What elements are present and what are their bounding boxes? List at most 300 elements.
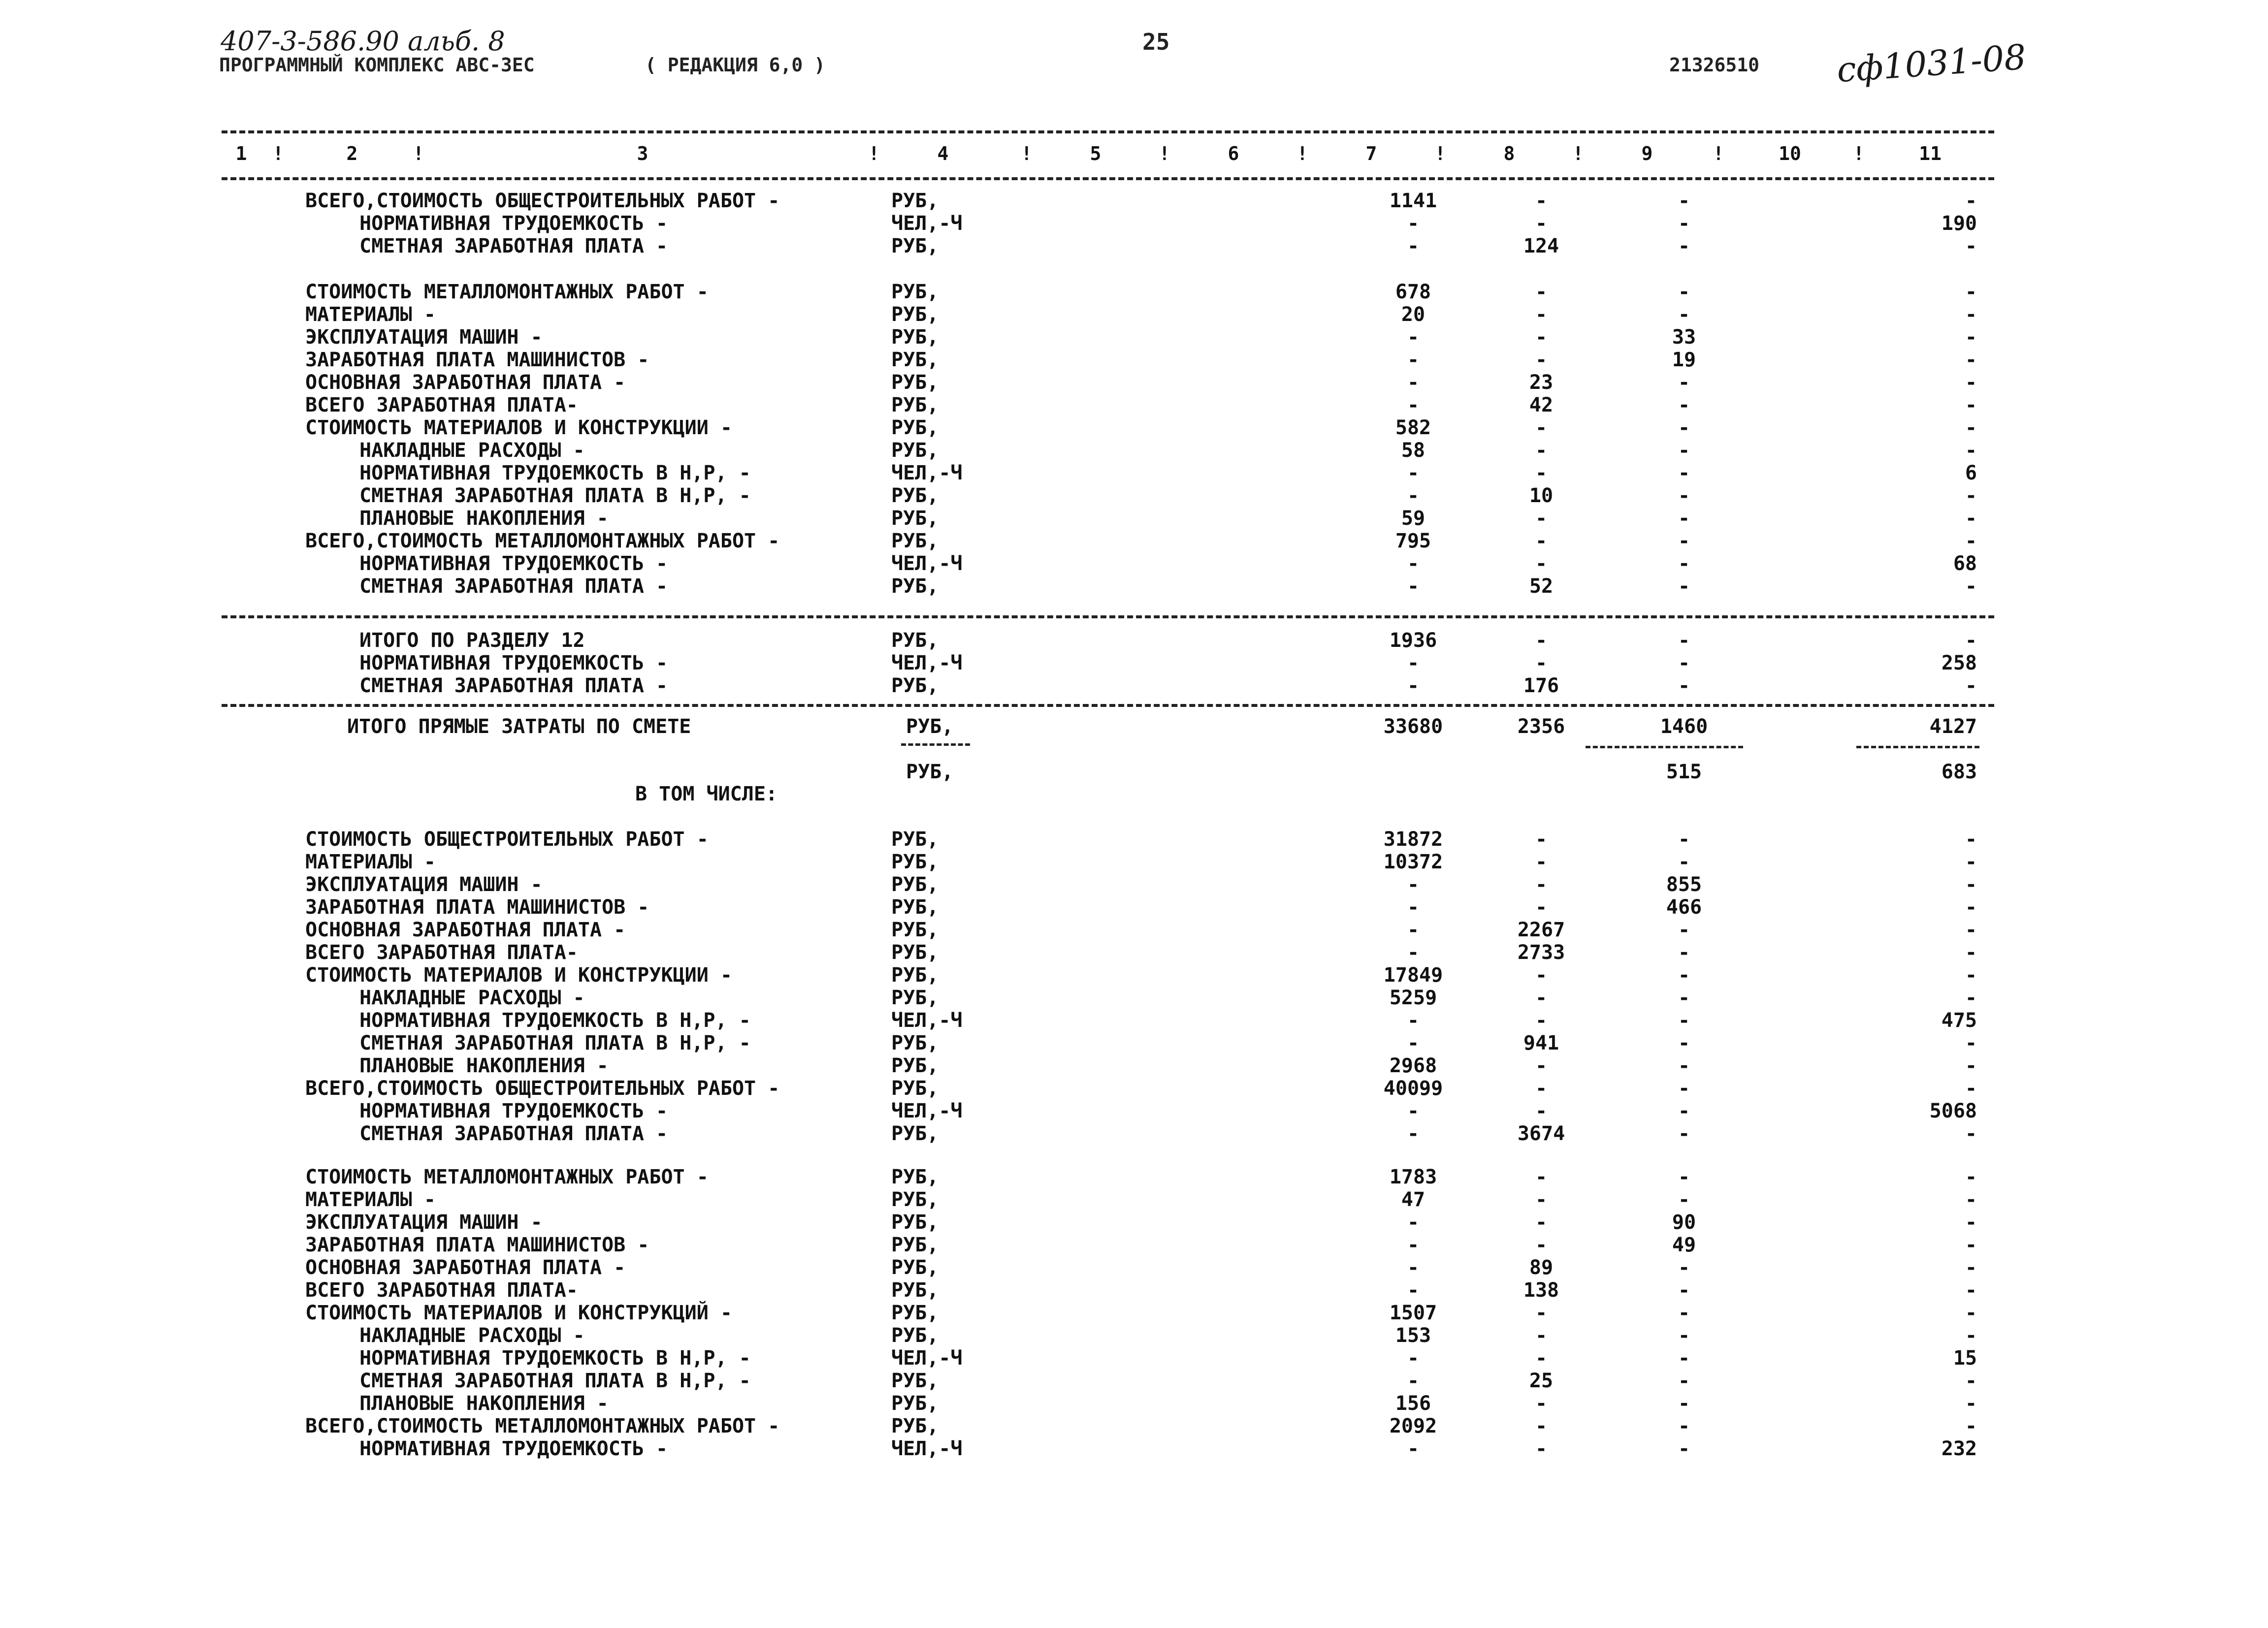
cell-col9: -	[1678, 1122, 1690, 1145]
row-label: НОРМАТИВНАЯ ТРУДОЕМКОСТЬ -	[359, 552, 668, 575]
cell-col9: -	[1678, 919, 1690, 941]
cell-col11: -	[1965, 828, 1977, 851]
row-unit: РУБ,	[891, 1166, 939, 1188]
row-unit: РУБ,	[891, 1302, 939, 1324]
cell-col7: -	[1407, 552, 1420, 575]
column-number-6: 6	[1228, 143, 1239, 164]
cell-col9: -	[1678, 1054, 1690, 1077]
row-unit: РУБ,	[891, 1234, 939, 1256]
unit-underline	[901, 743, 970, 746]
cell-col7: -	[1407, 1279, 1420, 1302]
cell-col7: -	[1407, 235, 1420, 257]
cell-col9: -	[1678, 1009, 1690, 1032]
cell-col8: -	[1535, 1415, 1548, 1437]
row-unit: ЧЕЛ,-Ч	[891, 1100, 963, 1122]
table-row	[0, 674, 2268, 697]
cell-col8: 124	[1523, 235, 1559, 257]
column-number-4: 4	[937, 143, 949, 164]
document-code: 21326510	[1669, 54, 1760, 76]
col11-underline	[1856, 746, 1979, 748]
cell-col7: -	[1407, 326, 1420, 349]
column-separator: !	[1021, 143, 1033, 164]
row-label: НОРМАТИВНАЯ ТРУДОЕМКОСТЬ В Н,Р, -	[359, 1009, 751, 1032]
row-label: ЗАРАБОТНАЯ ПЛАТА МАШИНИСТОВ -	[305, 349, 649, 371]
cell-col7: 1936	[1389, 629, 1437, 652]
row-label: ВСЕГО,СТОИМОСТЬ ОБЩЕСТРОИТЕЛЬНЫХ РАБОТ -	[305, 1077, 780, 1100]
cell-col11: -	[1965, 1166, 1977, 1188]
cell-col11: -	[1965, 1302, 1977, 1324]
cell-col7: 678	[1395, 281, 1431, 303]
row-unit: РУБ,	[891, 828, 939, 851]
row-unit: РУБ,	[891, 281, 939, 303]
cell-col8: 941	[1523, 1032, 1559, 1054]
row-label: СМЕТНАЯ ЗАРАБОТНАЯ ПЛАТА -	[359, 1122, 668, 1145]
cell-col7: 47	[1401, 1188, 1426, 1211]
cell-col7: 1783	[1389, 1166, 1437, 1188]
table-row	[0, 326, 2268, 349]
column-number-3: 3	[637, 143, 648, 164]
row-label: ЗАРАБОТНАЯ ПЛАТА МАШИНИСТОВ -	[305, 896, 649, 919]
direct-costs-col11: 4127	[1929, 715, 1977, 738]
table-row	[0, 190, 2268, 212]
row-label: ЗАРАБОТНАЯ ПЛАТА МАШИНИСТОВ -	[305, 1234, 649, 1256]
cell-col11: -	[1965, 1054, 1977, 1077]
cell-col8: 42	[1529, 394, 1554, 416]
cell-col8: -	[1535, 1234, 1548, 1256]
cell-col7: 2968	[1389, 1054, 1437, 1077]
direct-costs-unit: РУБ,	[906, 715, 954, 738]
cell-col9: 49	[1672, 1234, 1696, 1256]
cell-col9: -	[1678, 1437, 1690, 1460]
cell-col9: -	[1678, 1370, 1690, 1392]
table-row	[0, 552, 2268, 575]
row-label: НАКЛАДНЫЕ РАСХОДЫ -	[359, 1324, 585, 1347]
table-row	[0, 462, 2268, 484]
table-row	[0, 1234, 2268, 1256]
column-number-10: 10	[1779, 143, 1801, 164]
cell-col9: -	[1678, 1324, 1690, 1347]
cell-col8: 25	[1529, 1370, 1554, 1392]
handwritten-reference: 407-3-586.90 альб. 8	[221, 26, 505, 57]
cell-col11: 475	[1941, 1009, 1977, 1032]
cell-col7: -	[1407, 941, 1420, 964]
cell-col8: 2733	[1517, 941, 1565, 964]
table-row	[0, 1032, 2268, 1054]
table-row	[0, 507, 2268, 530]
row-label: ЭКСПЛУАТАЦИЯ МАШИН -	[305, 1211, 543, 1234]
row-unit: РУБ,	[891, 1392, 939, 1415]
cell-col7: -	[1407, 1370, 1420, 1392]
table-row	[0, 349, 2268, 371]
cell-col7: -	[1407, 674, 1420, 697]
table-row	[0, 439, 2268, 462]
cell-col9: -	[1678, 828, 1690, 851]
cell-col11: -	[1965, 987, 1977, 1009]
row-label: ВСЕГО ЗАРАБОТНАЯ ПЛАТА-	[305, 394, 578, 416]
row-unit: РУБ,	[891, 851, 939, 873]
row-unit: РУБ,	[891, 235, 939, 257]
cell-col7: -	[1407, 896, 1420, 919]
cell-col11: -	[1965, 575, 1977, 598]
cell-col11: -	[1965, 1211, 1977, 1234]
row-label: МАТЕРИАЛЫ -	[305, 1188, 436, 1211]
cell-col11: -	[1965, 1032, 1977, 1054]
column-number-8: 8	[1503, 143, 1515, 164]
table-row	[0, 530, 2268, 552]
cell-col8: -	[1535, 851, 1548, 873]
cell-col9: -	[1678, 674, 1690, 697]
cell-col9: -	[1678, 416, 1690, 439]
row-label: СМЕТНАЯ ЗАРАБОТНАЯ ПЛАТА В Н,Р, -	[359, 1032, 751, 1054]
cell-col7: -	[1407, 575, 1420, 598]
table-row	[0, 1437, 2268, 1460]
direct-costs-label: ИТОГО ПРЯМЫЕ ЗАТРАТЫ ПО СМЕТЕ	[347, 715, 691, 738]
cell-col9: -	[1678, 439, 1690, 462]
direct-costs-sub-col11: 683	[1941, 761, 1977, 783]
table-row	[0, 1211, 2268, 1234]
table-row	[0, 1347, 2268, 1370]
cell-col11: -	[1965, 896, 1977, 919]
column-separator: !	[1853, 143, 1865, 164]
row-unit: РУБ,	[891, 439, 939, 462]
cell-col8: -	[1535, 1324, 1548, 1347]
cell-col8: -	[1535, 873, 1548, 896]
row-label: СТОИМОСТЬ ОБЩЕСТРОИТЕЛЬНЫХ РАБОТ -	[305, 828, 709, 851]
cell-col11: -	[1965, 1077, 1977, 1100]
cell-col7: -	[1407, 212, 1420, 235]
cell-col9: -	[1678, 462, 1690, 484]
cell-col11: -	[1965, 439, 1977, 462]
cell-col11: -	[1965, 1188, 1977, 1211]
row-label: НАКЛАДНЫЕ РАСХОДЫ -	[359, 439, 585, 462]
cell-col9: -	[1678, 235, 1690, 257]
cell-col8: -	[1535, 896, 1548, 919]
cell-col9: -	[1678, 1077, 1690, 1100]
cell-col11: -	[1965, 1392, 1977, 1415]
cell-col11: -	[1965, 484, 1977, 507]
row-unit: РУБ,	[891, 1188, 939, 1211]
row-label: СМЕТНАЯ ЗАРАБОТНАЯ ПЛАТА -	[359, 575, 668, 598]
column-separator: !	[272, 143, 284, 164]
cell-col8: -	[1535, 1437, 1548, 1460]
row-label: ОСНОВНАЯ ЗАРАБОТНАЯ ПЛАТА -	[305, 1256, 626, 1279]
cell-col8: -	[1535, 281, 1548, 303]
row-unit: РУБ,	[891, 394, 939, 416]
cell-col9: -	[1678, 552, 1690, 575]
column-number-1: 1	[235, 143, 247, 164]
row-unit: РУБ,	[891, 1415, 939, 1437]
row-unit: ЧЕЛ,-Ч	[891, 1347, 963, 1370]
cell-col7: -	[1407, 462, 1420, 484]
cell-col11: -	[1965, 1279, 1977, 1302]
cell-col9: -	[1678, 1032, 1690, 1054]
row-label: НОРМАТИВНАЯ ТРУДОЕМКОСТЬ -	[359, 1100, 668, 1122]
row-label: ОСНОВНАЯ ЗАРАБОТНАЯ ПЛАТА -	[305, 371, 626, 394]
table-row	[0, 1324, 2268, 1347]
column-separator: !	[1434, 143, 1446, 164]
row-label: НАКЛАДНЫЕ РАСХОДЫ -	[359, 987, 585, 1009]
cell-col7: 5259	[1389, 987, 1437, 1009]
row-unit: РУБ,	[891, 919, 939, 941]
table-row	[0, 416, 2268, 439]
cell-col8: 52	[1529, 575, 1554, 598]
cell-col7: -	[1407, 1009, 1420, 1032]
row-unit: РУБ,	[891, 873, 939, 896]
row-label: СМЕТНАЯ ЗАРАБОТНАЯ ПЛАТА -	[359, 235, 668, 257]
cell-col9: -	[1678, 1256, 1690, 1279]
cell-col9: -	[1678, 484, 1690, 507]
table-row	[0, 1122, 2268, 1145]
table-row	[0, 394, 2268, 416]
cell-col11: -	[1965, 674, 1977, 697]
table-row	[0, 1279, 2268, 1302]
cell-col9: -	[1678, 371, 1690, 394]
row-unit: РУБ,	[891, 1370, 939, 1392]
cell-col9: 855	[1666, 873, 1702, 896]
row-label: ЭКСПЛУАТАЦИЯ МАШИН -	[305, 326, 543, 349]
row-label: ИТОГО ПО РАЗДЕЛУ 12	[359, 629, 585, 652]
row-unit: РУБ,	[891, 629, 939, 652]
row-label: СТОИМОСТЬ МАТЕРИАЛОВ И КОНСТРУКЦИИ -	[305, 964, 732, 987]
cell-col9: -	[1678, 987, 1690, 1009]
cell-col8: 2267	[1517, 919, 1565, 941]
row-unit: РУБ,	[891, 964, 939, 987]
cell-col7: -	[1407, 1347, 1420, 1370]
cell-col11: -	[1965, 190, 1977, 212]
cell-col8: -	[1535, 212, 1548, 235]
cell-col7: -	[1407, 394, 1420, 416]
table-row	[0, 303, 2268, 326]
cell-col7: 582	[1395, 416, 1431, 439]
direct-costs-rule	[222, 704, 1994, 707]
row-label: ПЛАНОВЫЕ НАКОПЛЕНИЯ -	[359, 1392, 609, 1415]
cell-col9: -	[1678, 190, 1690, 212]
cell-col8: 138	[1523, 1279, 1559, 1302]
cell-col9: -	[1678, 575, 1690, 598]
cell-col11: -	[1965, 919, 1977, 941]
col9-underline	[1586, 746, 1743, 748]
cell-col8: -	[1535, 349, 1548, 371]
cell-col11: -	[1965, 235, 1977, 257]
cell-col11: -	[1965, 964, 1977, 987]
cell-col7: -	[1407, 1032, 1420, 1054]
cell-col7: -	[1407, 349, 1420, 371]
cell-col8: -	[1535, 1347, 1548, 1370]
direct-costs-subunit: РУБ,	[906, 761, 954, 783]
cell-col7: -	[1407, 1234, 1420, 1256]
table-row	[0, 281, 2268, 303]
cell-col8: -	[1535, 507, 1548, 530]
cell-col9: -	[1678, 1100, 1690, 1122]
row-unit: РУБ,	[891, 349, 939, 371]
row-label: НОРМАТИВНАЯ ТРУДОЕМКОСТЬ В Н,Р, -	[359, 1347, 751, 1370]
cell-col9: 33	[1672, 326, 1696, 349]
cell-col8: -	[1535, 552, 1548, 575]
header-bottom-rule	[222, 177, 1994, 180]
row-unit: РУБ,	[891, 507, 939, 530]
direct-costs-col8: 2356	[1517, 715, 1565, 738]
cell-col8: -	[1535, 1100, 1548, 1122]
cell-col8: -	[1535, 1392, 1548, 1415]
cell-col11: 5068	[1929, 1100, 1977, 1122]
cell-col7: 10372	[1383, 851, 1443, 873]
cell-col8: -	[1535, 1054, 1548, 1077]
table-row	[0, 1100, 2268, 1122]
table-row	[0, 652, 2268, 674]
table-row	[0, 1166, 2268, 1188]
cell-col7: -	[1407, 1211, 1420, 1234]
cell-col9: -	[1678, 964, 1690, 987]
row-unit: РУБ,	[891, 674, 939, 697]
row-unit: РУБ,	[891, 1256, 939, 1279]
table-row	[0, 851, 2268, 873]
cell-col11: -	[1965, 303, 1977, 326]
cell-col11: -	[1965, 530, 1977, 552]
row-label: СМЕТНАЯ ЗАРАБОТНАЯ ПЛАТА -	[359, 674, 668, 697]
row-label: НОРМАТИВНАЯ ТРУДОЕМКОСТЬ -	[359, 652, 668, 674]
table-row	[0, 1392, 2268, 1415]
cell-col11: -	[1965, 1370, 1977, 1392]
row-label: МАТЕРИАЛЫ -	[305, 303, 436, 326]
cell-col8: -	[1535, 1009, 1548, 1032]
cell-col8: -	[1535, 416, 1548, 439]
cell-col8: -	[1535, 1302, 1548, 1324]
page-number: 25	[1142, 29, 1170, 55]
cell-col7: 40099	[1383, 1077, 1443, 1100]
row-label: ВСЕГО,СТОИМОСТЬ ОБЩЕСТРОИТЕЛЬНЫХ РАБОТ -	[305, 190, 780, 212]
row-unit: РУБ,	[891, 1077, 939, 1100]
row-unit: ЧЕЛ,-Ч	[891, 552, 963, 575]
cell-col9: -	[1678, 1392, 1690, 1415]
cell-col7: 58	[1401, 439, 1426, 462]
cell-col8: -	[1535, 964, 1548, 987]
cell-col8: -	[1535, 439, 1548, 462]
row-label: СТОИМОСТЬ МАТЕРИАЛОВ И КОНСТРУКЦИИ -	[305, 416, 732, 439]
cell-col7: -	[1407, 1100, 1420, 1122]
cell-col11: 15	[1953, 1347, 1977, 1370]
table-row	[0, 371, 2268, 394]
cell-col8: -	[1535, 1166, 1548, 1188]
cell-col7: 1507	[1389, 1302, 1437, 1324]
cell-col9: -	[1678, 507, 1690, 530]
table-row	[0, 828, 2268, 851]
header-top-rule	[222, 130, 1994, 133]
cell-col9: 466	[1666, 896, 1702, 919]
row-unit: РУБ,	[891, 987, 939, 1009]
row-unit: РУБ,	[891, 416, 939, 439]
row-label: СМЕТНАЯ ЗАРАБОТНАЯ ПЛАТА В Н,Р, -	[359, 1370, 751, 1392]
cell-col8: -	[1535, 303, 1548, 326]
row-label: МАТЕРИАЛЫ -	[305, 851, 436, 873]
row-unit: ЧЕЛ,-Ч	[891, 212, 963, 235]
direct-costs-col9: 1460	[1660, 715, 1708, 738]
row-unit: ЧЕЛ,-Ч	[891, 462, 963, 484]
cell-col7: -	[1407, 873, 1420, 896]
cell-col8: -	[1535, 462, 1548, 484]
column-separator: !	[1296, 143, 1308, 164]
row-unit: РУБ,	[891, 530, 939, 552]
column-separator: !	[1572, 143, 1584, 164]
cell-col11: -	[1965, 851, 1977, 873]
cell-col9: -	[1678, 851, 1690, 873]
direct-costs-col7: 33680	[1383, 715, 1443, 738]
row-label: ВСЕГО ЗАРАБОТНАЯ ПЛАТА-	[305, 1279, 578, 1302]
cell-col11: 68	[1953, 552, 1977, 575]
cell-col8: -	[1535, 652, 1548, 674]
program-edition: ( РЕДАКЦИЯ 6,0 )	[645, 54, 826, 76]
cell-col9: -	[1678, 629, 1690, 652]
row-unit: ЧЕЛ,-Ч	[891, 1437, 963, 1460]
cell-col9: -	[1678, 212, 1690, 235]
cell-col11: -	[1965, 326, 1977, 349]
table-row	[0, 1302, 2268, 1324]
table-row	[0, 629, 2268, 652]
row-unit: РУБ,	[891, 1211, 939, 1234]
cell-col9: -	[1678, 530, 1690, 552]
cell-col7: 2092	[1389, 1415, 1437, 1437]
cell-col8: -	[1535, 828, 1548, 851]
cell-col9: -	[1678, 1166, 1690, 1188]
cell-col9: 19	[1672, 349, 1696, 371]
cell-col11: -	[1965, 281, 1977, 303]
row-label: СМЕТНАЯ ЗАРАБОТНАЯ ПЛАТА В Н,Р, -	[359, 484, 751, 507]
direct-costs-sub-col9: 515	[1666, 761, 1702, 783]
cell-col7: -	[1407, 371, 1420, 394]
including-heading: В ТОМ ЧИСЛЕ:	[635, 783, 778, 805]
row-label: ВСЕГО,СТОИМОСТЬ МЕТАЛЛОМОНТАЖНЫХ РАБОТ -	[305, 1415, 780, 1437]
cell-col7: -	[1407, 652, 1420, 674]
row-unit: РУБ,	[891, 484, 939, 507]
table-row	[0, 1188, 2268, 1211]
row-label: ОСНОВНАЯ ЗАРАБОТНАЯ ПЛАТА -	[305, 919, 626, 941]
table-row	[0, 1077, 2268, 1100]
cell-col7: 31872	[1383, 828, 1443, 851]
cell-col11: -	[1965, 1324, 1977, 1347]
table-row	[0, 575, 2268, 598]
cell-col8: 3674	[1517, 1122, 1565, 1145]
cell-col11: -	[1965, 1415, 1977, 1437]
cell-col9: -	[1678, 281, 1690, 303]
cell-col8: -	[1535, 987, 1548, 1009]
row-unit: ЧЕЛ,-Ч	[891, 652, 963, 674]
row-unit: РУБ,	[891, 896, 939, 919]
cell-col8: -	[1535, 190, 1548, 212]
cell-col11: -	[1965, 629, 1977, 652]
cell-col9: 90	[1672, 1211, 1696, 1234]
cell-col8: -	[1535, 1188, 1548, 1211]
cell-col11: -	[1965, 371, 1977, 394]
column-separator: !	[1713, 143, 1724, 164]
row-label: ПЛАНОВЫЕ НАКОПЛЕНИЯ -	[359, 1054, 609, 1077]
cell-col11: -	[1965, 941, 1977, 964]
column-separator: !	[868, 143, 880, 164]
column-number-9: 9	[1641, 143, 1653, 164]
table-row	[0, 964, 2268, 987]
table-row	[0, 873, 2268, 896]
section-total-rule	[222, 615, 1994, 618]
cell-col11: -	[1965, 349, 1977, 371]
row-label: ВСЕГО ЗАРАБОТНАЯ ПЛАТА-	[305, 941, 578, 964]
table-row	[0, 1370, 2268, 1392]
cell-col8: 23	[1529, 371, 1554, 394]
cell-col7: -	[1407, 1437, 1420, 1460]
cell-col9: -	[1678, 1302, 1690, 1324]
row-label: НОРМАТИВНАЯ ТРУДОЕМКОСТЬ -	[359, 212, 668, 235]
row-unit: РУБ,	[891, 1032, 939, 1054]
cell-col7: -	[1407, 484, 1420, 507]
cell-col9: -	[1678, 1415, 1690, 1437]
column-number-2: 2	[346, 143, 358, 164]
